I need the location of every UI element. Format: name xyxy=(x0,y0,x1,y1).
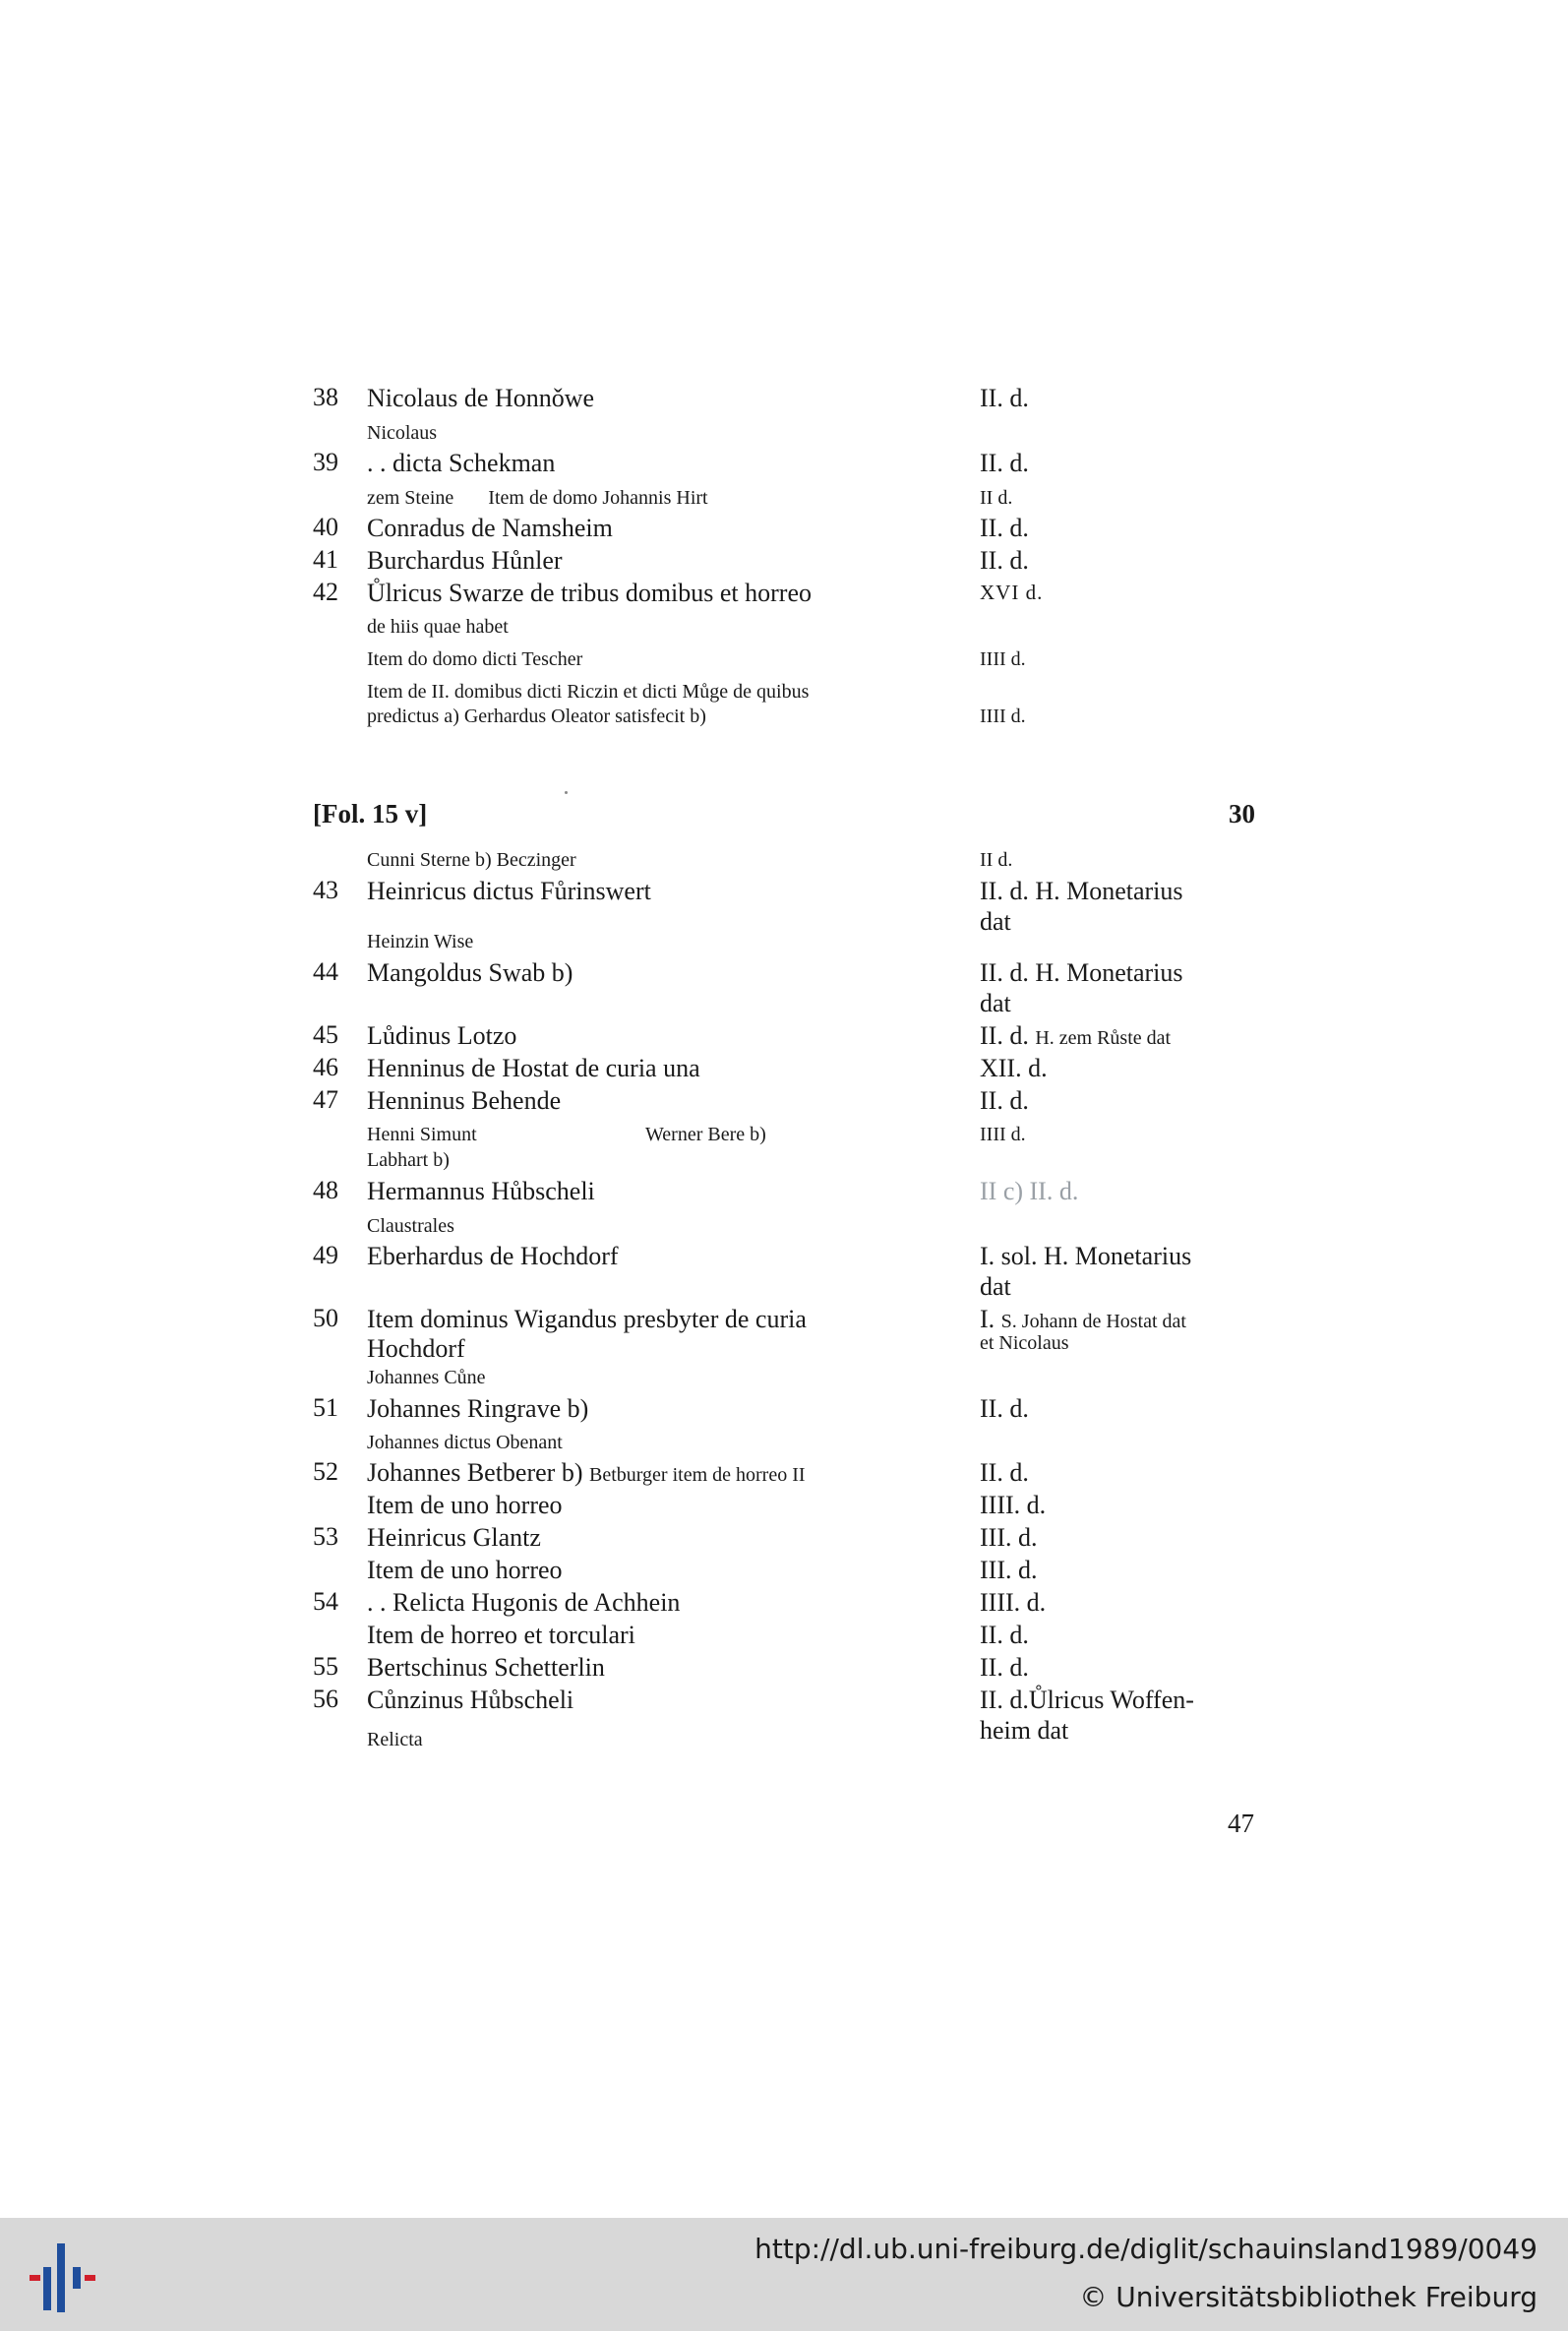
note-text: Labhart b) xyxy=(367,1149,450,1171)
entry-amount: II. d. xyxy=(980,449,1029,477)
entry-text: Hermannus Hůbscheli xyxy=(367,1177,595,1205)
entry-number: 46 xyxy=(313,1053,338,1081)
entry-number: 51 xyxy=(313,1393,338,1422)
entry-text: Item de uno horreo xyxy=(367,1491,563,1519)
entry-number: 41 xyxy=(313,545,338,574)
note-text: Johannes dictus Obenant xyxy=(367,1432,563,1453)
entry-number: 56 xyxy=(313,1685,338,1713)
note-text: predictus a) Gerhardus Oleator satisfecit b) xyxy=(367,705,706,727)
entry-number: 53 xyxy=(313,1522,338,1551)
note-amount: IIII d. xyxy=(980,705,1026,727)
entry-text: Cůnzinus Hůbscheli xyxy=(367,1686,574,1714)
entry-amount-cont: heim dat xyxy=(980,1716,1069,1745)
entry-amount: III. d. xyxy=(980,1523,1038,1552)
entry-text: Heinricus Glantz xyxy=(367,1523,541,1552)
entry-amount: II. d. xyxy=(980,1021,1029,1050)
note-text: Nicolaus xyxy=(367,422,438,444)
note-text: Item de II. domibus dicti Riczin et dicti Můge de quibus xyxy=(367,681,810,703)
note-text: Henni Simunt xyxy=(367,1124,477,1145)
page-number: 47 xyxy=(1228,1809,1254,1838)
entry-amount-note: S. Johann de Hostat dat xyxy=(1000,1311,1186,1332)
entry-text: Eberhardus de Hochdorf xyxy=(367,1242,619,1270)
entry-amount: XVI d. xyxy=(980,581,1044,604)
entry-amount: II. d. xyxy=(980,546,1029,575)
entry-number: 43 xyxy=(313,876,338,904)
entry-amount: II. d. xyxy=(980,1653,1029,1682)
entry-text: Henninus de Hostat de curia una xyxy=(367,1054,700,1082)
entry-text: Mangoldus Swab b) xyxy=(367,958,573,987)
entry-amount-note: H. zem Růste dat xyxy=(1035,1027,1172,1049)
entry-text: Lůdinus Lotzo xyxy=(367,1021,517,1050)
folio-number: 30 xyxy=(1229,799,1255,828)
entry-amount: II. d.Ůlricus Woffen- xyxy=(980,1686,1194,1714)
note-amount: IIII d. xyxy=(980,648,1026,670)
entry-amount: II. d. xyxy=(980,1458,1029,1487)
entry-amount: IIII. d. xyxy=(980,1491,1047,1519)
entry-amount: I. sol. H. Monetarius xyxy=(980,1242,1192,1270)
note-text: Item do domo dicti Tescher xyxy=(367,648,583,670)
entry-number: 42 xyxy=(313,578,338,606)
folio-label: [Fol. 15 v] xyxy=(313,799,428,828)
entry-amount: II. d. xyxy=(980,514,1029,542)
note-text: zem Steine Item de domo Johannis Hirt xyxy=(367,487,708,509)
entry-amount: IIII. d. xyxy=(980,1588,1047,1617)
entry-text: Conradus de Namsheim xyxy=(367,514,613,542)
entry-number: 48 xyxy=(313,1176,338,1204)
entry-amount-cont: dat xyxy=(980,1272,1011,1301)
note-amount: IIII d. xyxy=(980,1124,1026,1145)
entry-number: 50 xyxy=(313,1304,338,1332)
entry-amount: I. xyxy=(980,1305,995,1333)
note-text: Werner Bere b) xyxy=(645,1124,766,1145)
entry-text: Item de uno horreo xyxy=(367,1556,563,1584)
entry-amount-cont: dat xyxy=(980,907,1011,936)
note-amount: II d. xyxy=(980,849,1013,871)
entry-amount-cont: et Nicolaus xyxy=(980,1332,1069,1354)
entry-text: Ůlricus Swarze de tribus domibus et horreo xyxy=(367,579,813,607)
copyright-text: © Universitätsbibliothek Freiburg xyxy=(1079,2281,1538,2313)
entry-text: Item de horreo et torculari xyxy=(367,1621,635,1649)
note-text: Claustrales xyxy=(367,1215,454,1237)
entry-text: Bertschinus Schetterlin xyxy=(367,1653,605,1682)
entry-amount: II. d. xyxy=(980,384,1029,412)
entry-amount: II. d. xyxy=(980,1086,1029,1115)
entry-amount-cont: dat xyxy=(980,989,1011,1017)
entry-amount: II. d. H. Monetarius xyxy=(980,877,1183,905)
entry-text: Nicolaus de Honnǒwe xyxy=(367,384,595,412)
note-text: Relicta xyxy=(367,1729,423,1750)
entry-amount: II. d. H. Monetarius xyxy=(980,958,1183,987)
ub-freiburg-logo-icon xyxy=(30,2238,98,2318)
entry-number: 39 xyxy=(313,448,338,476)
folio-header xyxy=(313,799,1255,834)
entry-amount: II c) II. d. xyxy=(980,1177,1079,1205)
entry-number: 40 xyxy=(313,513,338,541)
entry-text: . . Relicta Hugonis de Achhein xyxy=(367,1588,681,1617)
note-text: Heinzin Wise xyxy=(367,931,474,952)
entry-number: 49 xyxy=(313,1241,338,1269)
entry-amount: XII. d. xyxy=(980,1054,1048,1082)
entry-number: 54 xyxy=(313,1587,338,1616)
entry-number: 52 xyxy=(313,1457,338,1486)
entry-number: 47 xyxy=(313,1085,338,1114)
entry-number: 38 xyxy=(313,383,338,411)
entry-text: Heinricus dictus Fůrinswert xyxy=(367,877,651,905)
note-text: Cunni Sterne b) Beczinger xyxy=(367,849,576,871)
entry-amount: II. d. xyxy=(980,1394,1029,1423)
entry-number: 44 xyxy=(313,957,338,986)
entry-text-note: Betburger item de horreo II xyxy=(588,1464,806,1486)
entry-number: 45 xyxy=(313,1020,338,1049)
entry-text: Burchardus Hůnler xyxy=(367,546,563,575)
speck xyxy=(565,791,568,794)
entry-text: Johannes Betberer b) xyxy=(367,1458,583,1487)
entry-text: Henninus Behende xyxy=(367,1086,562,1115)
entry-text: Johannes Ringrave b) xyxy=(367,1394,589,1423)
note-text: Johannes Cůne xyxy=(367,1367,486,1388)
entry-number: 55 xyxy=(313,1652,338,1681)
source-url[interactable]: http://dl.ub.uni-freiburg.de/diglit/schauinsland1989/0049 xyxy=(754,2233,1538,2265)
note-amount: II d. xyxy=(980,487,1013,509)
entry-text: . . dicta Schekman xyxy=(367,449,556,477)
footer-bar xyxy=(0,2218,1568,2331)
note-text: de hiis quae habet xyxy=(367,616,509,638)
entry-amount: III. d. xyxy=(980,1556,1038,1584)
entry-amount: II. d. xyxy=(980,1621,1029,1649)
entry-text: Item dominus Wigandus presbyter de curia xyxy=(367,1305,807,1333)
entry-text-cont: Hochdorf xyxy=(367,1334,465,1363)
